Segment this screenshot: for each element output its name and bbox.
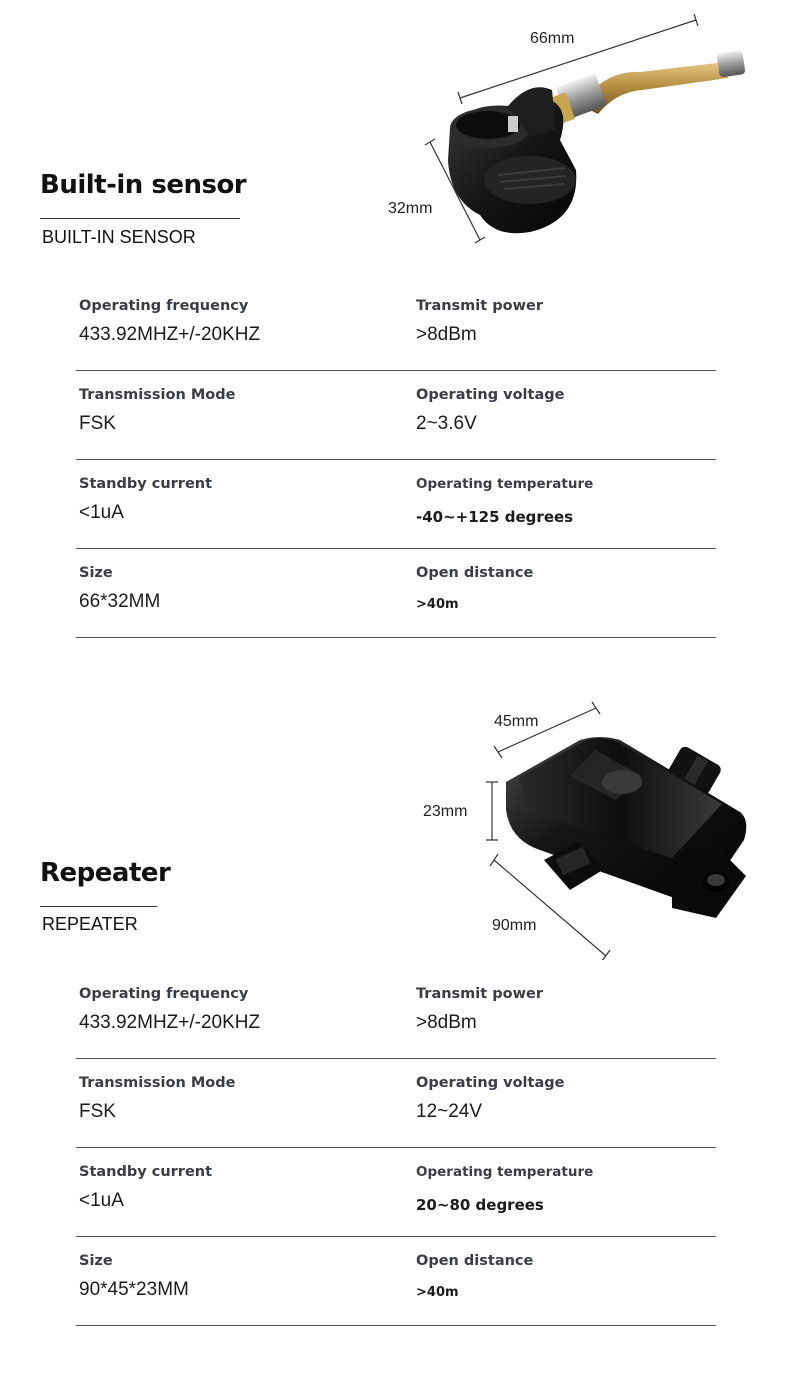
spec-value: <1uA — [79, 502, 124, 523]
repeater-title: Repeater — [40, 858, 171, 888]
spec-value: 90*45*23MM — [79, 1279, 189, 1300]
repeater-height-label: 23mm — [423, 803, 468, 820]
spec-row — [76, 282, 716, 371]
spec-value: >8dBm — [416, 1012, 477, 1033]
spec-value: >40m — [416, 1285, 459, 1300]
spec-label: Operating voltage — [416, 1075, 565, 1091]
repeater-width-label: 45mm — [494, 713, 539, 730]
repeater-length-label: 90mm — [492, 917, 537, 934]
sensor-spec-table — [76, 282, 716, 638]
sensor-title-divider — [40, 218, 240, 219]
repeater-title-divider — [40, 906, 157, 907]
spec-value: 433.92MHZ+/-20KHZ — [79, 1012, 261, 1033]
spec-value: FSK — [79, 1101, 116, 1122]
spec-label: Standby current — [79, 476, 213, 492]
spec-label: Size — [79, 1253, 113, 1269]
spec-label: Operating frequency — [79, 298, 249, 314]
repeater-product-image — [410, 690, 770, 960]
spec-label: Standby current — [79, 1164, 213, 1180]
spec-value: FSK — [79, 413, 116, 434]
spec-row — [76, 1237, 716, 1326]
spec-row — [76, 1148, 716, 1237]
spec-value: >40m — [416, 597, 459, 612]
spec-row — [76, 460, 716, 549]
sensor-length-label: 66mm — [530, 30, 575, 47]
spec-row — [76, 549, 716, 638]
spec-row — [76, 1059, 716, 1148]
spec-label: Operating voltage — [416, 387, 565, 403]
spec-value: >8dBm — [416, 324, 477, 345]
spec-row — [76, 371, 716, 460]
sensor-section — [0, 0, 790, 660]
spec-label: Open distance — [416, 565, 534, 581]
sensor-height-label: 32mm — [388, 200, 433, 217]
spec-value: 12~24V — [416, 1101, 483, 1122]
spec-value: 20~80 degrees — [416, 1196, 544, 1214]
spec-value: -40~+125 degrees — [416, 508, 574, 526]
spec-label: Operating temperature — [416, 476, 594, 492]
sensor-title: Built-in sensor — [40, 170, 247, 200]
spec-label: Size — [79, 565, 113, 581]
spec-label: Transmission Mode — [79, 387, 236, 403]
spec-label: Transmit power — [416, 298, 543, 314]
spec-value: 433.92MHZ+/-20KHZ — [79, 324, 261, 345]
spec-label: Operating frequency — [79, 986, 249, 1002]
repeater-section — [0, 680, 790, 1370]
spec-value: 66*32MM — [79, 591, 161, 612]
repeater-subtitle: REPEATER — [42, 914, 138, 934]
sensor-subtitle: BUILT-IN SENSOR — [42, 227, 196, 247]
spec-label: Transmission Mode — [79, 1075, 236, 1091]
spec-label: Operating temperature — [416, 1164, 594, 1180]
repeater-spec-table — [76, 970, 716, 1326]
spec-label: Open distance — [416, 1253, 534, 1269]
spec-row — [76, 970, 716, 1059]
sensor-product-image — [380, 10, 760, 250]
spec-value: 2~3.6V — [416, 413, 477, 434]
spec-value: <1uA — [79, 1190, 124, 1211]
spec-label: Transmit power — [416, 986, 543, 1002]
